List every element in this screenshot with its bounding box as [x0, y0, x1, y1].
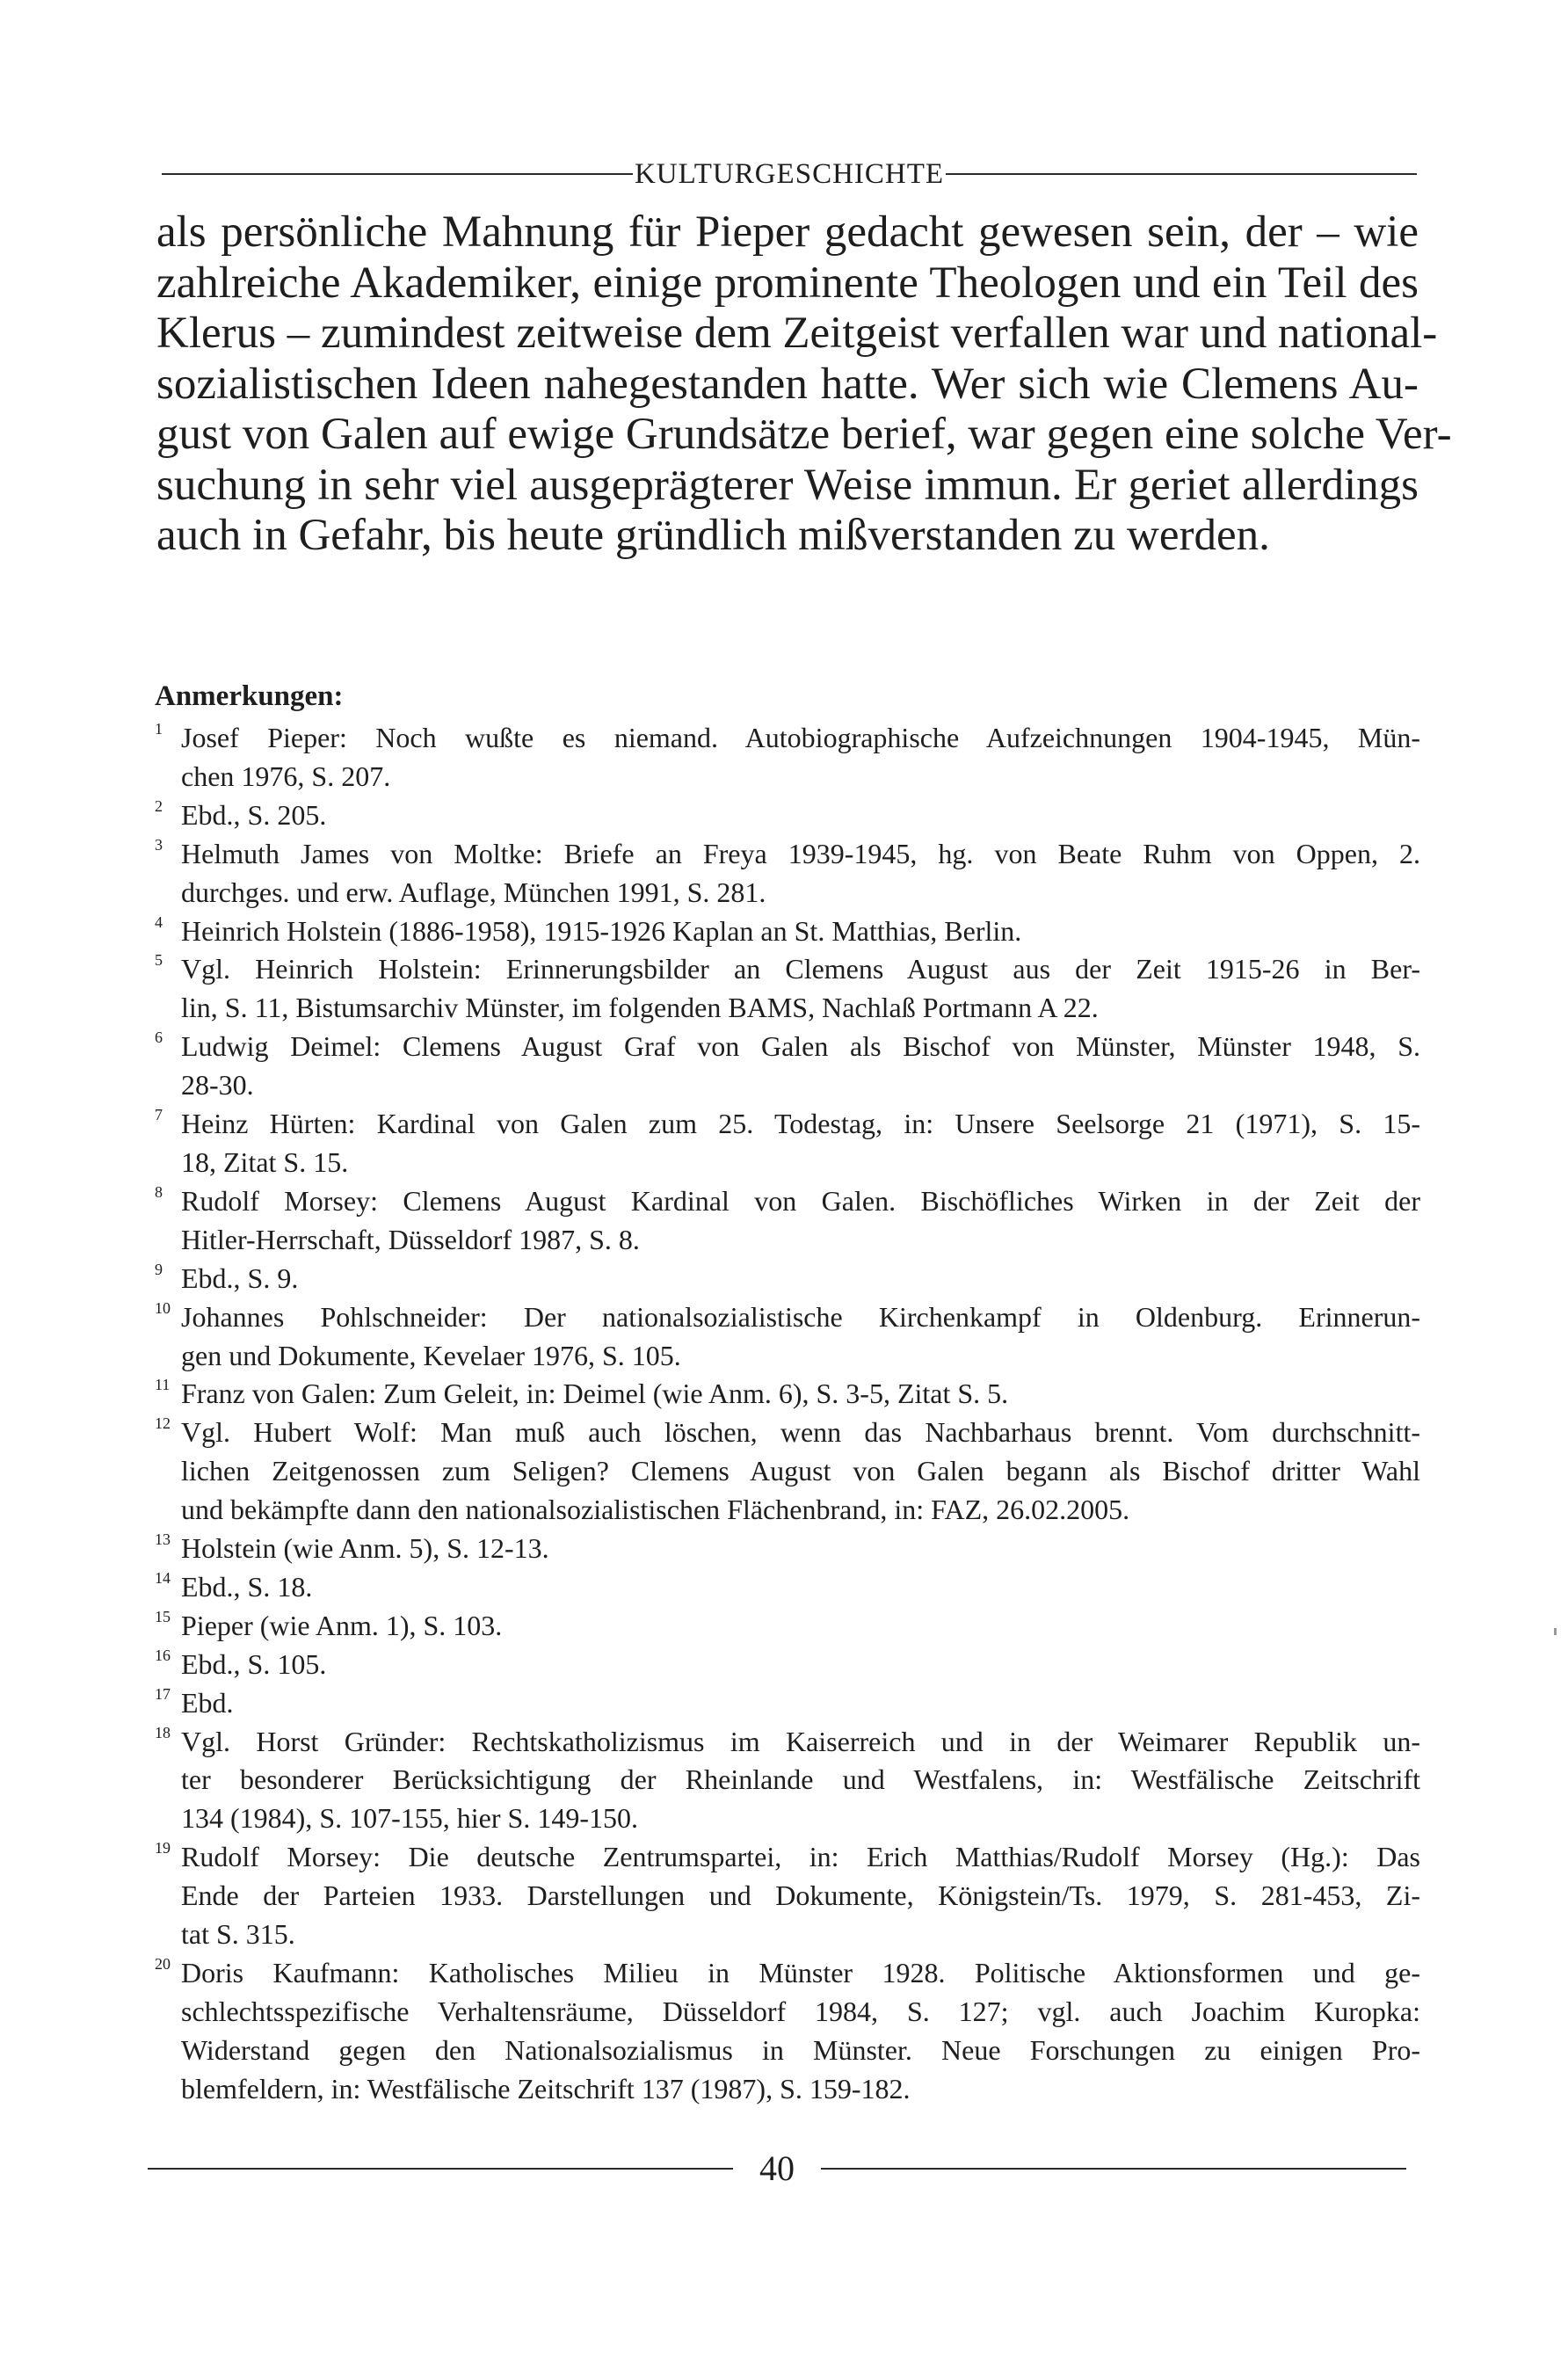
endnote-line: und bekämpfte dann den nationalsozialistischen Flächenbrand, in: FAZ, 26.02.2005. — [181, 1494, 1130, 1526]
endnote-line: Johannes Pohlschneider: Der nationalsozialistische Kirchenkampf in Oldenburg. Erinnerun- — [181, 1300, 1420, 1333]
notes-heading: Anmerkungen: — [155, 680, 344, 712]
endnote — [155, 1568, 1420, 1607]
endnote — [155, 1646, 1420, 1684]
endnote-line: Ebd., S. 205. — [181, 798, 327, 831]
endnote-line: Vgl. Hubert Wolf: Man muß auch löschen, wenn das Nachbarhaus brennt. Vom durchschnitt- — [181, 1416, 1420, 1449]
endnote — [155, 1028, 1420, 1105]
endnote-line: Hitler-Herrschaft, Düsseldorf 1987, S. 8. — [181, 1223, 640, 1255]
endnote-line: Ebd., S. 105. — [181, 1647, 327, 1680]
endnote — [155, 1530, 1420, 1568]
endnote-line: 28-30. — [181, 1069, 254, 1101]
endnote-line: Widerstand gegen den Nationalsozialismus in Münster. Neue Forschungen zu einigen Pro- — [181, 2033, 1420, 2066]
endnote-text — [181, 1723, 1420, 1839]
endnote — [155, 1684, 1420, 1723]
endnote-number: 13 — [155, 1530, 171, 1549]
endnote-line: Rudolf Morsey: Clemens August Kardinal von Galen. Bischöfliches Wirken in der Zeit der — [181, 1184, 1420, 1217]
endnote-line: ter besonderer Berücksichtigung der Rheinlande und Westfalens, in: Westfälische Zeitschrift — [181, 1763, 1420, 1796]
endnote-line: Rudolf Morsey: Die deutsche Zentrumspartei, in: Erich Matthias/Rudolf Morsey (Hg.): Das — [181, 1841, 1420, 1873]
endnote-line: Ebd. — [181, 1686, 234, 1719]
endnote-line: Heinz Hürten: Kardinal von Galen zum 25. Todestag, in: Unsere Seelsorge 21 (1971), S. 15- — [181, 1108, 1420, 1140]
page-footer — [148, 2147, 1406, 2191]
endnote-number: 5 — [155, 951, 163, 970]
endnote-text — [181, 1646, 1420, 1684]
endnote-number: 20 — [155, 1955, 171, 1973]
body-line: Klerus – zumindest zeitweise dem Zeitgeist verfallen war und national- — [156, 309, 1438, 358]
endnote — [155, 1414, 1420, 1530]
endnote-text — [181, 1607, 1420, 1646]
endnote-text — [181, 1182, 1420, 1260]
endnote-text — [181, 1530, 1420, 1568]
endnote-line: Vgl. Heinrich Holstein: Erinnerungsbilder an Clemens August aus der Zeit 1915-26 in Ber- — [181, 953, 1420, 985]
endnote-line: Franz von Galen: Zum Geleit, in: Deimel (wie Anm. 6), S. 3-5, Zitat S. 5. — [181, 1378, 1009, 1410]
body-line: sozialistischen Ideen nahegestanden hatte. Wer sich wie Clemens Au- — [156, 359, 1419, 409]
endnote-line: Helmuth James von Moltke: Briefe an Freya 1939-1945, hg. von Beate Ruhm von Oppen, 2. — [181, 837, 1420, 869]
endnote-number: 11 — [155, 1376, 171, 1394]
endnote — [155, 950, 1420, 1028]
section-title: KULTURGESCHICHTE — [634, 158, 945, 190]
scan-speck — [1554, 1628, 1557, 1635]
endnote — [155, 1105, 1420, 1182]
endnote-line: Doris Kaufmann: Katholisches Milieu in Münster 1928. Politische Aktionsformen und ge- — [181, 1957, 1420, 1988]
endnote-line: Holstein (wie Anm. 5), S. 12-13. — [181, 1532, 549, 1565]
endnote-line: Ebd., S. 9. — [181, 1261, 299, 1294]
endnote — [155, 1260, 1420, 1298]
endnote-text — [181, 950, 1420, 1028]
running-header — [162, 155, 1417, 193]
endnote-line: Heinrich Holstein (1886-1958), 1915-1926 Kaplan an St. Matthias, Berlin. — [181, 914, 1022, 947]
page-number: 40 — [759, 2148, 795, 2188]
endnote-text — [181, 1954, 1420, 2109]
endnote-number: 4 — [155, 912, 163, 931]
endnote-line: 134 (1984), S. 107-155, hier S. 149-150. — [181, 1802, 638, 1835]
endnote-number: 7 — [155, 1106, 163, 1124]
endnote-line: chen 1976, S. 207. — [181, 760, 391, 792]
endnote — [155, 1182, 1420, 1260]
endnote-line: durchges. und erw. Auflage, München 1991, S. 281. — [181, 876, 766, 908]
endnote — [155, 796, 1420, 835]
endnote — [155, 1838, 1420, 1954]
endnote-line: lin, S. 11, Bistumsarchiv Münster, im folgenden BAMS, Nachlaß Portmann A 22. — [181, 992, 1099, 1024]
endnote-text — [181, 1028, 1420, 1105]
endnote-line: tat S. 315. — [181, 1918, 295, 1951]
endnote-number: 3 — [155, 835, 163, 854]
footer-rule-right — [821, 2168, 1406, 2170]
endnote-number: 12 — [155, 1414, 171, 1433]
endnote — [155, 1375, 1420, 1414]
endnote-text — [181, 1105, 1420, 1182]
endnote-line: schlechtsspezifische Verhaltensräume, Düsseldorf 1984, S. 127; vgl. auch Joachim Kuropka: — [181, 1995, 1420, 2027]
endnote — [155, 912, 1420, 951]
body-line: zahlreiche Akademiker, einige prominente Theologen und ein Teil des — [156, 258, 1419, 308]
endnote-number: 17 — [155, 1684, 171, 1703]
endnote-text — [181, 1838, 1420, 1954]
endnote — [155, 835, 1420, 912]
endnote-text — [181, 1298, 1420, 1376]
header-rule-right — [946, 173, 1417, 175]
endnote — [155, 1607, 1420, 1646]
endnote-text — [181, 1260, 1420, 1298]
endnote-text — [181, 1684, 1420, 1723]
endnote-text — [181, 835, 1420, 912]
endnote-number: 15 — [155, 1607, 171, 1625]
endnote-number: 16 — [155, 1646, 171, 1664]
body-paragraph — [156, 207, 1452, 562]
endnote-line: Vgl. Horst Gründer: Rechtskatholizismus im Kaiserreich und in der Weimarer Republik un- — [181, 1725, 1420, 1757]
endnote-number: 14 — [155, 1568, 171, 1587]
endnotes-list — [155, 719, 1420, 2109]
endnote-line: lichen Zeitgenossen zum Seligen? Clemens August von Galen begann als Bischof dritter Wahl — [181, 1455, 1420, 1487]
endnote — [155, 719, 1420, 796]
endnote-text — [181, 1375, 1420, 1414]
endnote-line: Ende der Parteien 1933. Darstellungen und Dokumente, Königstein/Ts. 1979, S. 281-453, Zi- — [181, 1879, 1420, 1912]
header-rule-left — [162, 173, 633, 175]
body-line: gust von Galen auf ewige Grundsätze berief, war gegen eine solche Ver- — [156, 410, 1452, 459]
endnote-line: Ludwig Deimel: Clemens August Graf von Galen als Bischof von Münster, Münster 1948, S. — [181, 1030, 1420, 1063]
endnote-number: 9 — [155, 1260, 163, 1278]
endnote — [155, 1954, 1420, 2109]
endnote-text — [181, 796, 1420, 835]
endnote-number: 8 — [155, 1182, 163, 1201]
endnote-line: 18, Zitat S. 15. — [181, 1145, 349, 1178]
endnote-line: Pieper (wie Anm. 1), S. 103. — [181, 1609, 503, 1641]
endnote — [155, 1298, 1420, 1376]
endnote-line: Josef Pieper: Noch wußte es niemand. Autobiographische Aufzeichnungen 1904-1945, Mün- — [181, 722, 1420, 753]
endnote-number: 19 — [155, 1839, 171, 1857]
endnote-line: gen und Dokumente, Kevelaer 1976, S. 105. — [181, 1339, 681, 1371]
endnote-number: 10 — [155, 1298, 171, 1317]
endnote — [155, 1723, 1420, 1839]
endnote-text — [181, 1568, 1420, 1607]
endnote-text — [181, 719, 1420, 796]
endnote-text — [181, 1414, 1420, 1530]
body-line: auch in Gefahr, bis heute gründlich mißverstanden zu werden. — [156, 511, 1270, 560]
footer-rule-left — [148, 2168, 733, 2170]
endnote-number: 2 — [155, 796, 163, 815]
endnote-line: blemfeldern, in: Westfälische Zeitschrift 137 (1987), S. 159-182. — [181, 2072, 911, 2105]
body-line: suchung in sehr viel ausgeprägterer Weise immun. Er geriet allerdings — [156, 460, 1419, 510]
endnote-line: Ebd., S. 18. — [181, 1570, 313, 1603]
endnote-number: 1 — [155, 720, 163, 738]
endnote-number: 6 — [155, 1029, 163, 1047]
body-line: als persönliche Mahnung für Pieper gedacht gewesen sein, der – wie — [156, 207, 1419, 257]
endnote-number: 18 — [155, 1723, 171, 1741]
endnote-text — [181, 912, 1420, 951]
